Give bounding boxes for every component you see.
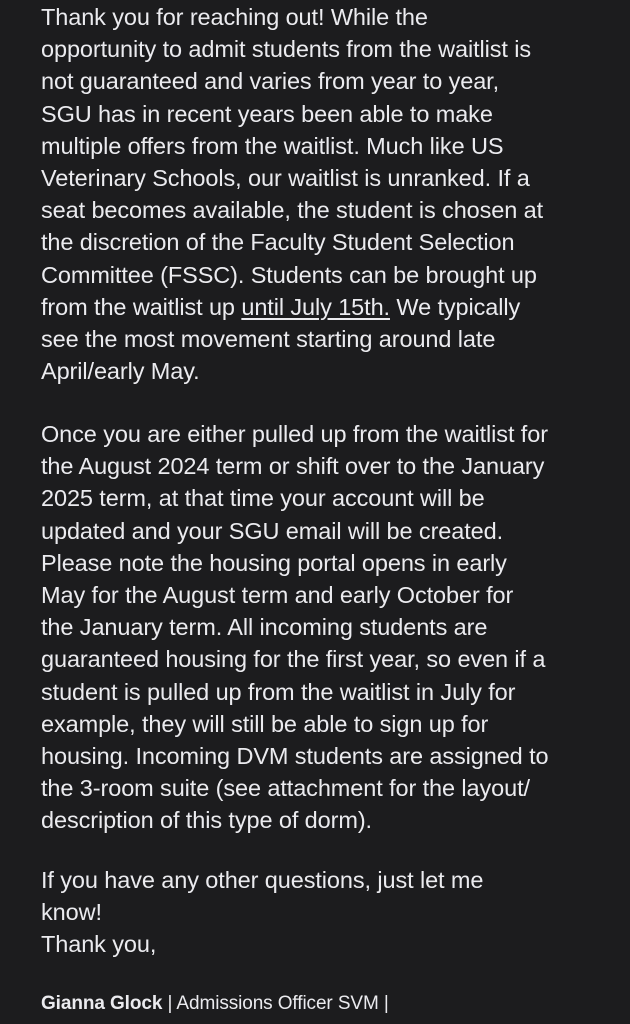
text-segment: We typically bbox=[389, 293, 521, 320]
text-line: Once you are either pulled up from the waitlist for bbox=[41, 421, 548, 447]
deadline-date-underlined: until July 15th. bbox=[241, 293, 390, 320]
text-line: multiple offers from the waitlist. Much like US bbox=[41, 132, 504, 159]
text-line: example, they will still be able to sign up for bbox=[41, 710, 489, 737]
text-line: the 3-room suite (see attachment for the layout/ bbox=[41, 775, 530, 802]
text-line: know! bbox=[41, 899, 102, 926]
signature-title: | Admissions Officer SVM | bbox=[162, 993, 389, 1014]
email-signature bbox=[41, 992, 389, 1016]
text-line: May for the August term and early October for bbox=[41, 582, 514, 609]
text-line: April/early May. bbox=[41, 358, 200, 385]
text-line: housing. Incoming DVM students are assigned to bbox=[41, 743, 549, 770]
text-line: Committee (FSSC). Students can be brought up bbox=[41, 261, 537, 288]
text-line: Please note the housing portal opens in early bbox=[41, 549, 507, 576]
text-line: Veterinary Schools, our waitlist is unranked. If a bbox=[41, 165, 530, 192]
text-line: seat becomes available, the student is chosen at bbox=[41, 197, 544, 224]
email-paragraph-waitlist bbox=[41, 1, 543, 387]
text-line: 2025 term, at that time your account will be bbox=[41, 485, 485, 512]
text-line: SGU has in recent years been able to make bbox=[41, 100, 493, 127]
text-line: the January term. All incoming students are bbox=[41, 614, 488, 641]
text-line: Thank you, bbox=[41, 931, 157, 958]
text-line: description of this type of dorm). bbox=[41, 807, 372, 834]
text-line: updated and your SGU email will be created. bbox=[41, 517, 504, 544]
text-line: If you have any other questions, just let me bbox=[41, 867, 484, 893]
signature-name: Gianna Glock bbox=[41, 993, 163, 1014]
text-line: the discretion of the Faculty Student Selection bbox=[41, 229, 515, 256]
text-line: Thank you for reaching out! While the bbox=[41, 4, 428, 30]
email-paragraph-closing bbox=[41, 864, 483, 961]
text-line: student is pulled up from the waitlist in July for bbox=[41, 678, 516, 705]
email-paragraph-housing bbox=[41, 418, 548, 837]
text-line: opportunity to admit students from the waitlist is bbox=[41, 36, 532, 63]
text-line bbox=[41, 291, 543, 323]
text-segment: from the waitlist up bbox=[41, 293, 242, 320]
text-line: guaranteed housing for the first year, so even if a bbox=[41, 646, 546, 673]
text-line: the August 2024 term or shift over to the January bbox=[41, 453, 545, 480]
text-line: not guaranteed and varies from year to year, bbox=[41, 68, 500, 95]
text-line: see the most movement starting around late bbox=[41, 326, 496, 353]
